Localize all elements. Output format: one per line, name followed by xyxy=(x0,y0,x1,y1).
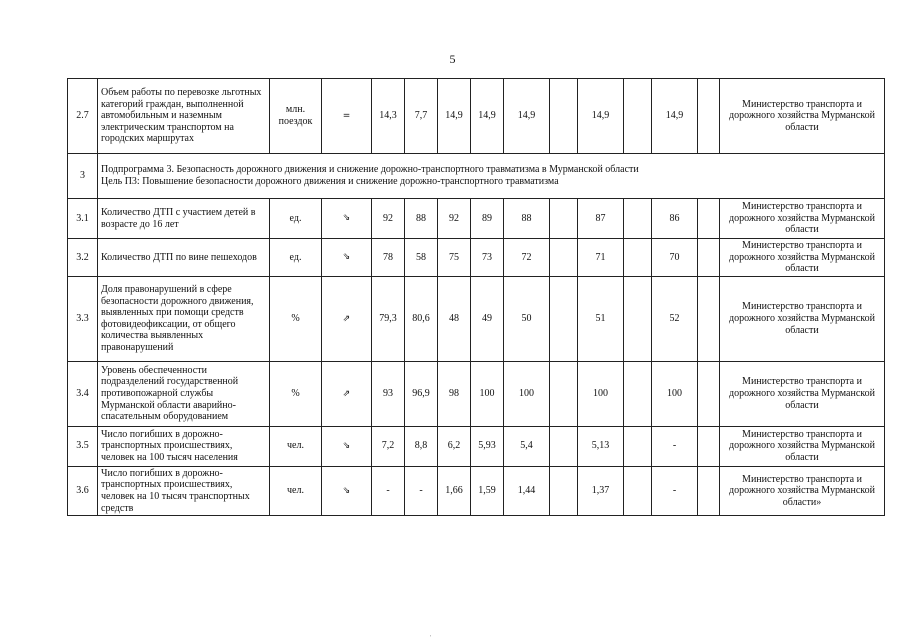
page-number: 5 xyxy=(449,52,456,66)
unit: % xyxy=(270,361,322,426)
value-cell: 8,8 xyxy=(405,426,438,466)
value-cell: 73 xyxy=(471,239,504,277)
unit: ед. xyxy=(270,239,322,277)
value-cell: 58 xyxy=(405,239,438,277)
responsible-org: Министерство транспорта и дорожного хозяйства Мурманской области xyxy=(720,426,885,466)
value-cell: 92 xyxy=(438,199,471,239)
value-cell: 1,44 xyxy=(504,466,550,515)
unit: ед. xyxy=(270,199,322,239)
indicator-name: Количество ДТП с участием детей в возрасте до 16 лет xyxy=(98,199,270,239)
value-cell: 88 xyxy=(504,199,550,239)
table-row xyxy=(68,466,885,515)
table-row xyxy=(68,79,885,154)
trend-icon: ⇘ xyxy=(322,426,372,466)
value-cell: 100 xyxy=(652,361,698,426)
value-cell xyxy=(550,199,578,239)
row-number: 3.2 xyxy=(68,239,98,277)
value-cell: - xyxy=(652,466,698,515)
value-cell xyxy=(624,276,652,361)
value-cell: 100 xyxy=(578,361,624,426)
value-cell: 50 xyxy=(504,276,550,361)
value-cell: 14,9 xyxy=(504,79,550,154)
value-cell xyxy=(550,276,578,361)
value-cell: 14,3 xyxy=(372,79,405,154)
subprogram-title: Подпрограмма 3. Безопасность дорожного движения и снижение дорожно-транспортного травматизма в Мурманской области xyxy=(101,164,639,176)
value-cell xyxy=(698,361,720,426)
subprogram-row xyxy=(68,154,885,199)
value-cell: 51 xyxy=(578,276,624,361)
value-cell xyxy=(624,199,652,239)
value-cell: 78 xyxy=(372,239,405,277)
value-cell: 7,7 xyxy=(405,79,438,154)
value-cell: 6,2 xyxy=(438,426,471,466)
value-cell: 1,37 xyxy=(578,466,624,515)
value-cell xyxy=(624,361,652,426)
trend-icon: ⇘ xyxy=(322,466,372,515)
unit: млн. поездок xyxy=(270,79,322,154)
indicator-name: Уровень обеспеченности подразделений государственной противопожарной службы Мурманской области аварийно-спасательным оборудованием xyxy=(98,361,270,426)
value-cell: 5,4 xyxy=(504,426,550,466)
value-cell: 100 xyxy=(504,361,550,426)
row-number: 3.4 xyxy=(68,361,98,426)
unit: чел. xyxy=(270,426,322,466)
value-cell: 93 xyxy=(372,361,405,426)
table-row xyxy=(68,426,885,466)
responsible-org: Министерство транспорта и дорожного хозяйства Мурманской области xyxy=(720,276,885,361)
trend-icon: ⇘ xyxy=(322,239,372,277)
scan-mark: ' xyxy=(430,634,432,642)
value-cell xyxy=(550,361,578,426)
value-cell: 79,3 xyxy=(372,276,405,361)
value-cell: 98 xyxy=(438,361,471,426)
table-row xyxy=(68,199,885,239)
subprogram-text xyxy=(98,154,885,199)
unit: чел. xyxy=(270,466,322,515)
value-cell xyxy=(698,79,720,154)
table-row xyxy=(68,276,885,361)
responsible-org: Министерство транспорта и дорожного хозяйства Мурманской области xyxy=(720,361,885,426)
value-cell xyxy=(550,426,578,466)
value-cell: 14,9 xyxy=(652,79,698,154)
value-cell: - xyxy=(405,466,438,515)
value-cell: 1,66 xyxy=(438,466,471,515)
value-cell xyxy=(624,239,652,277)
value-cell: 49 xyxy=(471,276,504,361)
responsible-org: Министерство транспорта и дорожного хозяйства Мурманской области» xyxy=(720,466,885,515)
value-cell xyxy=(698,239,720,277)
trend-icon: ⇗ xyxy=(322,361,372,426)
trend-icon: ⇗ xyxy=(322,276,372,361)
trend-icon: = xyxy=(322,79,372,154)
row-number: 3.1 xyxy=(68,199,98,239)
value-cell: 87 xyxy=(578,199,624,239)
value-cell: 89 xyxy=(471,199,504,239)
value-cell: 1,59 xyxy=(471,466,504,515)
row-number: 3.5 xyxy=(68,426,98,466)
value-cell xyxy=(550,466,578,515)
value-cell: 5,13 xyxy=(578,426,624,466)
value-cell: - xyxy=(372,466,405,515)
row-number: 3.6 xyxy=(68,466,98,515)
value-cell: 72 xyxy=(504,239,550,277)
indicator-name: Объем работы по перевозке льготных категорий граждан, выполненной автомобильным и наземным электрическим транспортом на городских маршрутах xyxy=(98,79,270,154)
responsible-org: Министерство транспорта и дорожного хозяйства Мурманской области xyxy=(720,79,885,154)
value-cell xyxy=(624,426,652,466)
value-cell xyxy=(550,239,578,277)
value-cell: 80,6 xyxy=(405,276,438,361)
value-cell: 88 xyxy=(405,199,438,239)
value-cell: 52 xyxy=(652,276,698,361)
value-cell xyxy=(698,466,720,515)
value-cell: 86 xyxy=(652,199,698,239)
subprogram-goal: Цель П3: Повышение безопасности дорожного движения и снижение дорожно-транспортного травматизма xyxy=(101,176,559,187)
value-cell: 5,93 xyxy=(471,426,504,466)
responsible-org: Министерство транспорта и дорожного хозяйства Мурманской области xyxy=(720,199,885,239)
value-cell: 92 xyxy=(372,199,405,239)
value-cell: 48 xyxy=(438,276,471,361)
row-number: 3.3 xyxy=(68,276,98,361)
indicator-name: Число погибших в дорожно-транспортных происшествиях, человек на 10 тысяч транспортных средств xyxy=(98,466,270,515)
indicator-name: Число погибших в дорожно-транспортных происшествиях, человек на 100 тысяч населения xyxy=(98,426,270,466)
value-cell: 7,2 xyxy=(372,426,405,466)
value-cell: 75 xyxy=(438,239,471,277)
value-cell: 14,9 xyxy=(471,79,504,154)
trend-icon: ⇘ xyxy=(322,199,372,239)
value-cell xyxy=(698,199,720,239)
value-cell: 70 xyxy=(652,239,698,277)
value-cell xyxy=(624,79,652,154)
subprogram-number: 3 xyxy=(68,154,98,199)
value-cell: 14,9 xyxy=(578,79,624,154)
value-cell: 100 xyxy=(471,361,504,426)
value-cell xyxy=(698,426,720,466)
value-cell: - xyxy=(652,426,698,466)
indicators-table xyxy=(67,78,885,516)
table-row xyxy=(68,361,885,426)
value-cell xyxy=(624,466,652,515)
value-cell: 14,9 xyxy=(438,79,471,154)
value-cell: 96,9 xyxy=(405,361,438,426)
value-cell xyxy=(550,79,578,154)
indicator-name: Количество ДТП по вине пешеходов xyxy=(98,239,270,277)
unit: % xyxy=(270,276,322,361)
value-cell: 71 xyxy=(578,239,624,277)
table-row xyxy=(68,239,885,277)
value-cell xyxy=(698,276,720,361)
responsible-org: Министерство транспорта и дорожного хозяйства Мурманской области xyxy=(720,239,885,277)
indicator-name: Доля правонарушений в сфере безопасности дорожного движения, выявленных при помощи средств фотовидеофиксации, от общего количества выявленных правонарушений xyxy=(98,276,270,361)
row-number: 2.7 xyxy=(68,79,98,154)
